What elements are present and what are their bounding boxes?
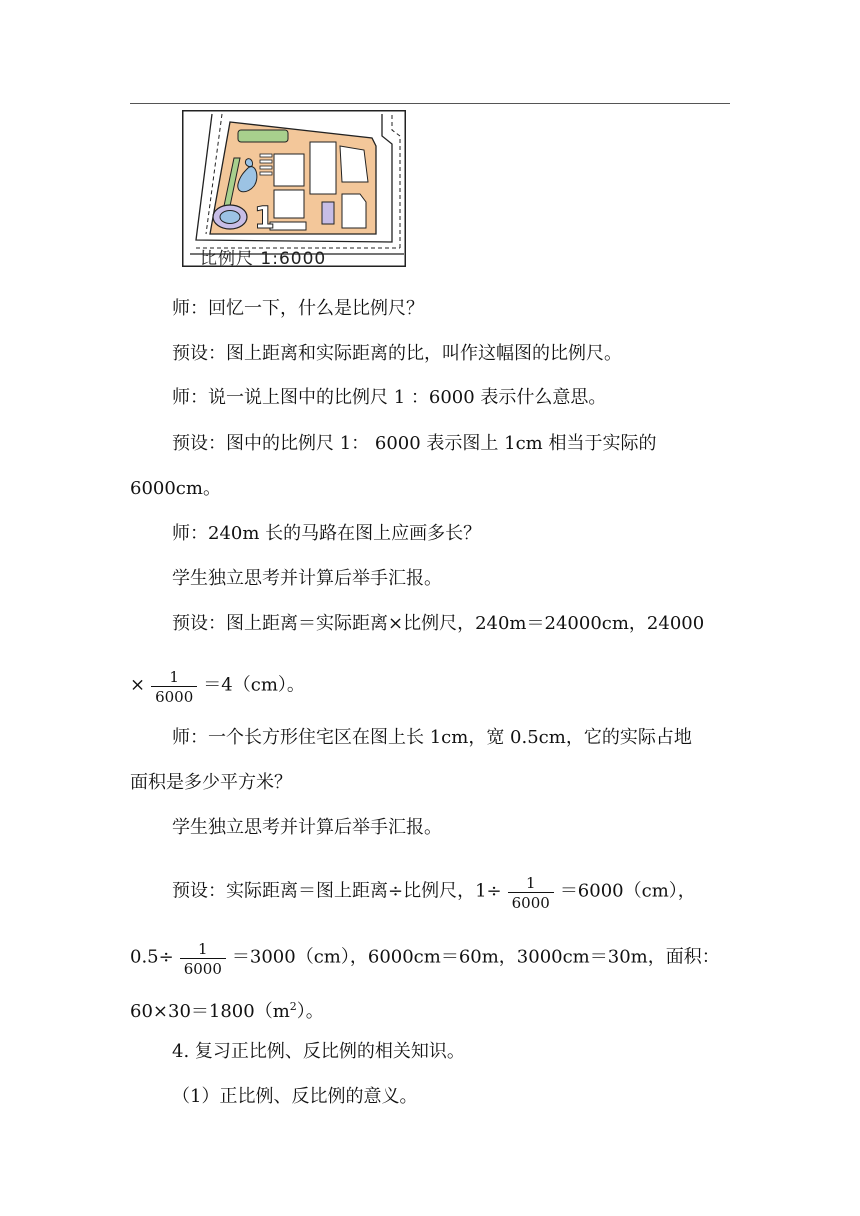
text-line: 师：回忆一下，什么是比例尺？ (172, 298, 424, 319)
text-line: 学生独立思考并计算后举手汇报。 (172, 817, 442, 838)
text-line: 预设：图中的比例尺 1： 6000 表示图上 1cm 相当于实际的 (172, 433, 657, 454)
text-line: 师：240m 长的马路在图上应画多长？ (172, 523, 482, 544)
park (238, 130, 288, 142)
scale-caption: 比例尺 1:6000 (200, 249, 327, 267)
section-heading: 4. 复习正比例、反比例的相关知识。 (172, 1041, 465, 1062)
fraction: $\frac{1}{6000}$ (508, 874, 554, 913)
building-label: 1 (254, 201, 275, 236)
text-line: 6000cm。 (130, 478, 221, 499)
equation-line: × $\frac{1}{6000}$ ＝4（cm）。 (130, 668, 305, 706)
map-figure (182, 110, 406, 267)
equation-line: 预设：实际距离＝图上距离÷比例尺，1÷ $\frac{1}{6000}$ ＝6000（cm）， (172, 874, 696, 912)
header-rule (130, 103, 730, 104)
text-line: 预设：图上距离和实际距离的比，叫作这幅图的比例尺。 (172, 343, 622, 364)
equation-line: $60\times 30=1800(m^2)$。 (130, 1000, 324, 1022)
subsection-heading: （1）正比例、反比例的意义。 (172, 1086, 418, 1107)
equation-line: 0.5÷ $\frac{1}{6000}$ ＝3000（cm），6000cm＝60m，3000cm＝30m，面积： (130, 940, 720, 978)
purple-building (322, 202, 334, 224)
text-line: 师：说一说上图中的比例尺 1 ：6000 表示什么意思。 (172, 387, 607, 408)
text-line: 预设：图上距离＝实际距离×比例尺，240m＝24000cm，24000 (172, 613, 705, 634)
text-line: 面积是多少平方米？ (130, 772, 292, 793)
text-line: 师：一个长方形住宅区在图上长 1cm，宽 0.5cm，它的实际占地 (172, 727, 692, 748)
text-line: 学生独立思考并计算后举手汇报。 (172, 568, 442, 589)
fraction: $\frac{1}{6000}$ (151, 668, 197, 707)
fraction: $\frac{1}{6000}$ (180, 940, 226, 979)
